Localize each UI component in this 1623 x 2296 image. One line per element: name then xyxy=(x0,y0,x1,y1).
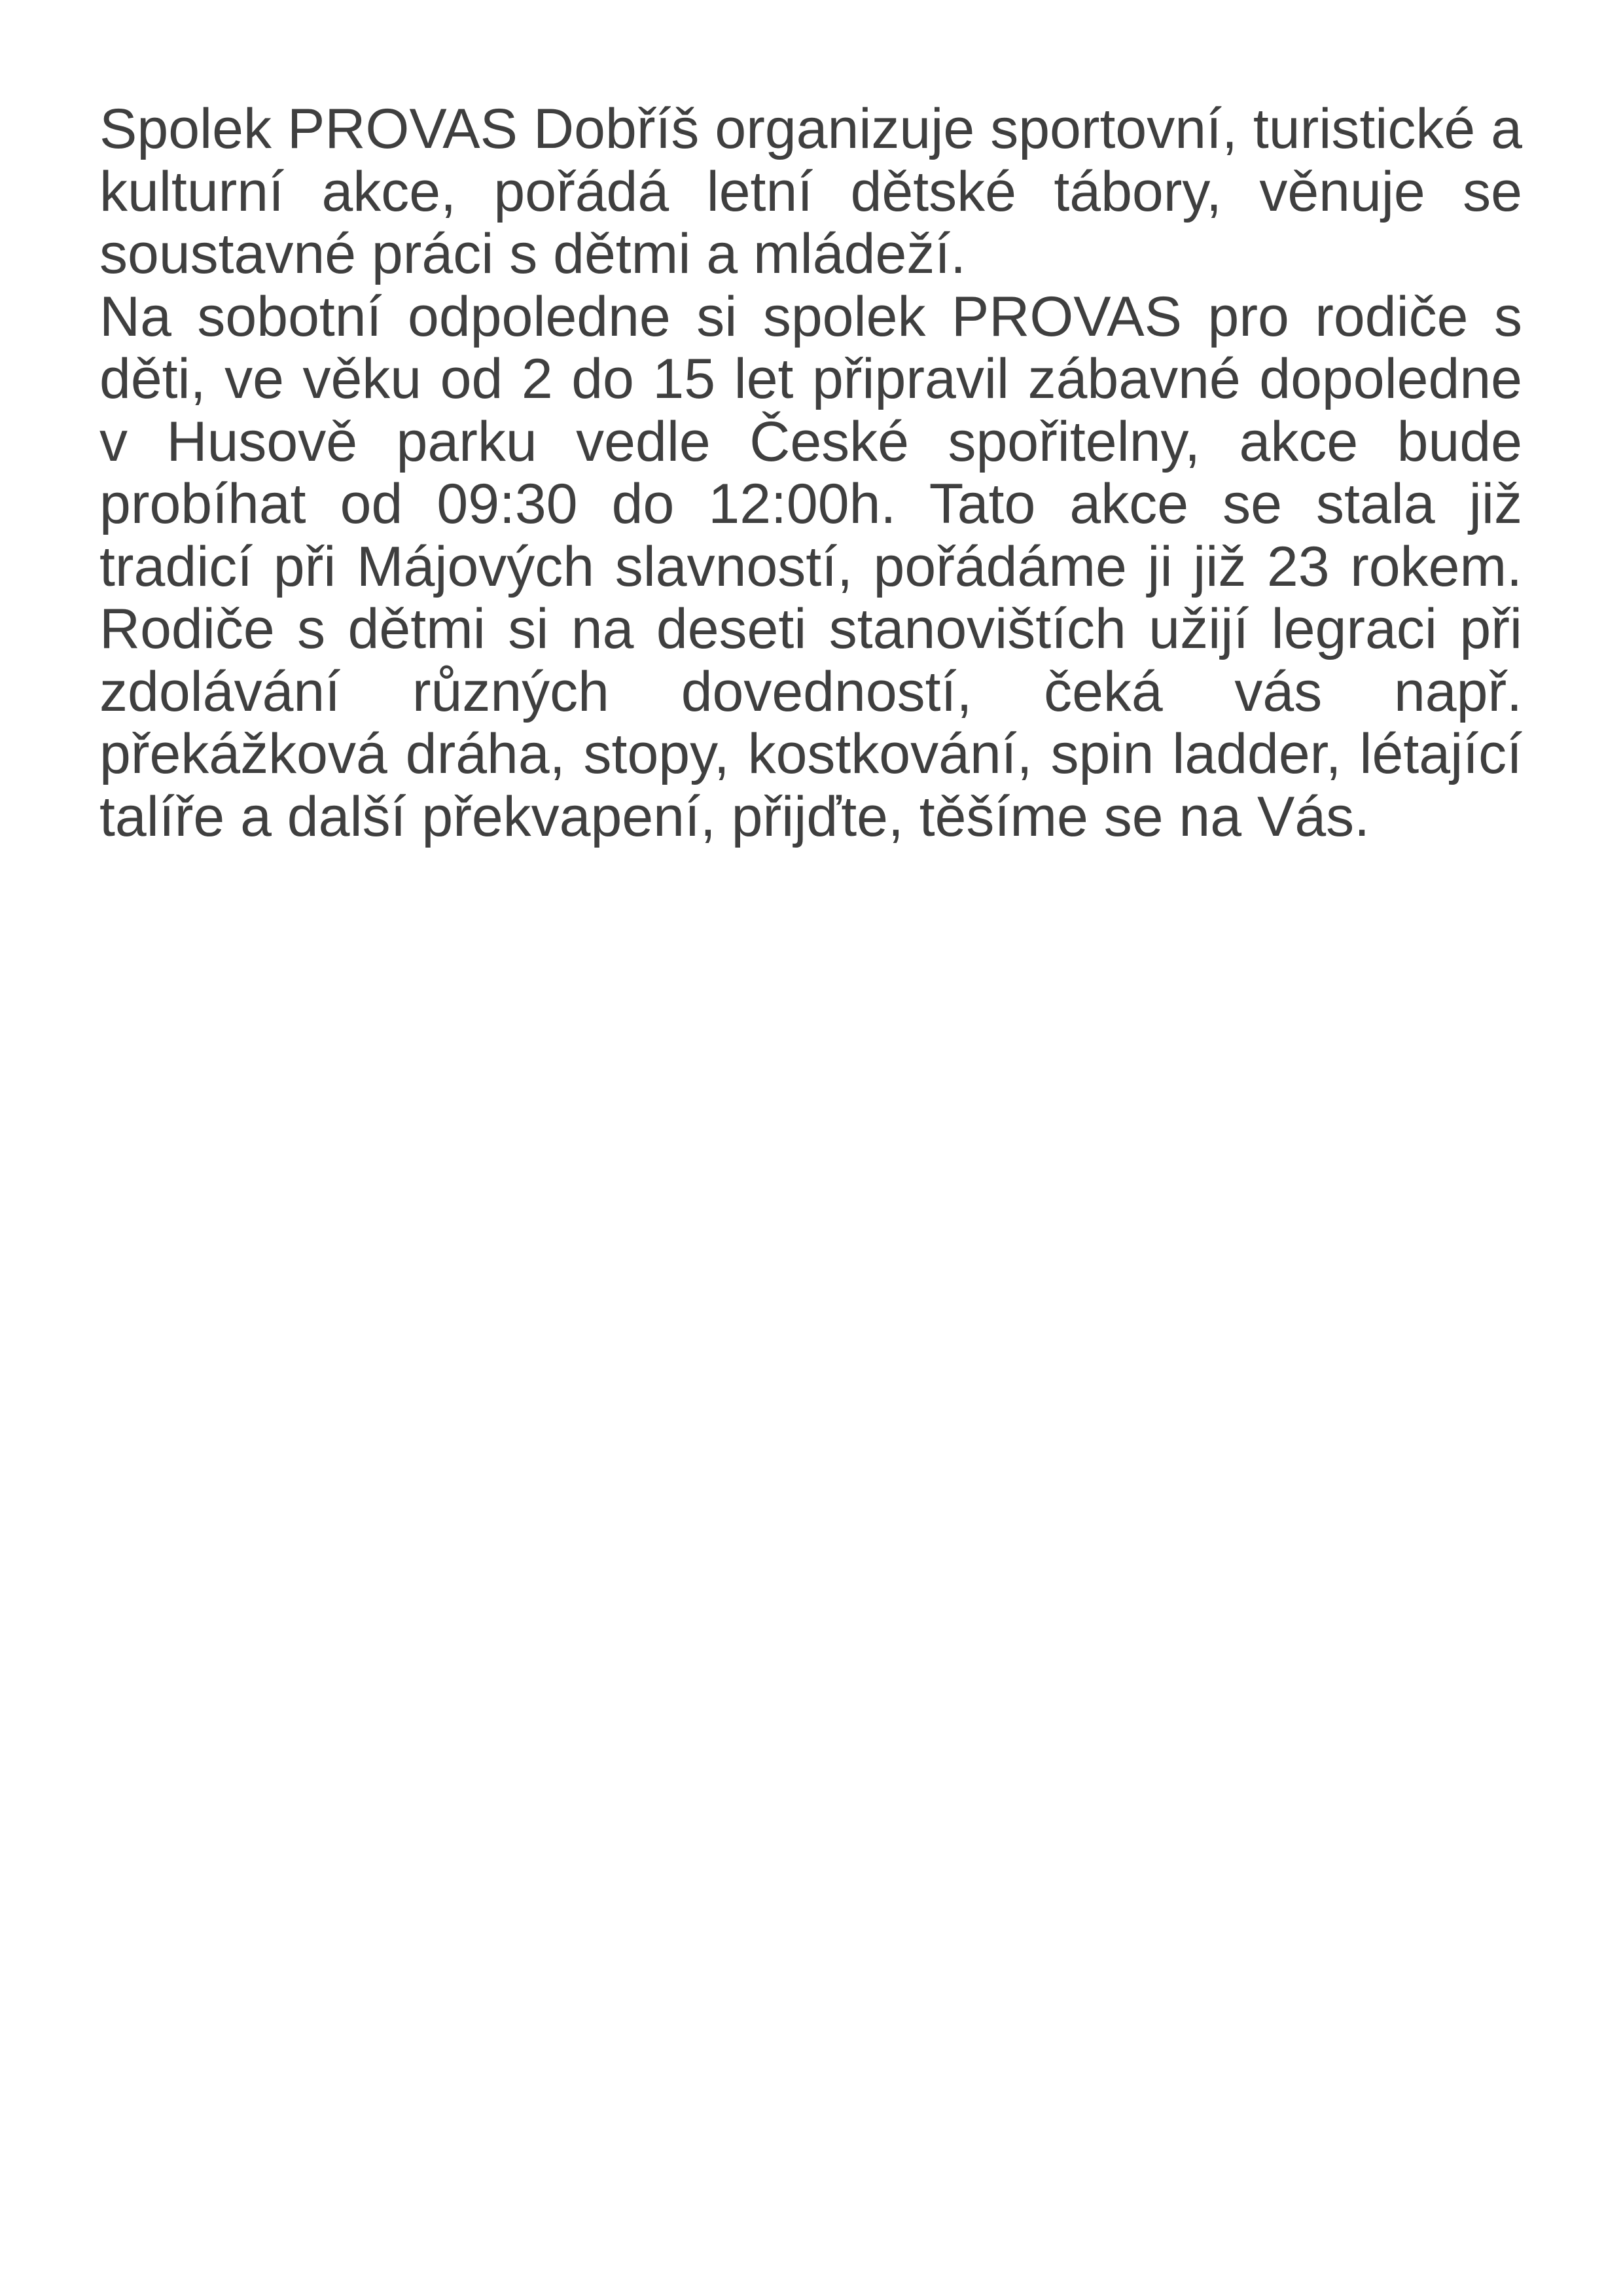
body-text xyxy=(99,98,1522,848)
paragraph-organization-intro: Spolek PROVAS Dobříš organizuje sportovní, turistické a kulturní akce, pořádá letní dětské tábory, věnuje se soustavné práci s dětmi a mládeží. xyxy=(99,98,1522,285)
paragraph-event-description: Na sobotní odpoledne si spolek PROVAS pro rodiče s děti, ve věku od 2 do 15 let připravil zábavné dopoledne v Husově parku vedle České spořitelny, akce bude probíhat od 09:30 do 12:00h. Tato akce se stala již tradicí při Májových slavností, pořádáme ji již 23 rokem. Rodiče s dětmi si na deseti stanovištích užijí legraci při zdolávání různých dovedností, čeká vás např. překážková dráha, stopy, kostkování, spin ladder, létající talíře a další překvapení, přijďte, těšíme se na Vás. xyxy=(99,285,1522,848)
